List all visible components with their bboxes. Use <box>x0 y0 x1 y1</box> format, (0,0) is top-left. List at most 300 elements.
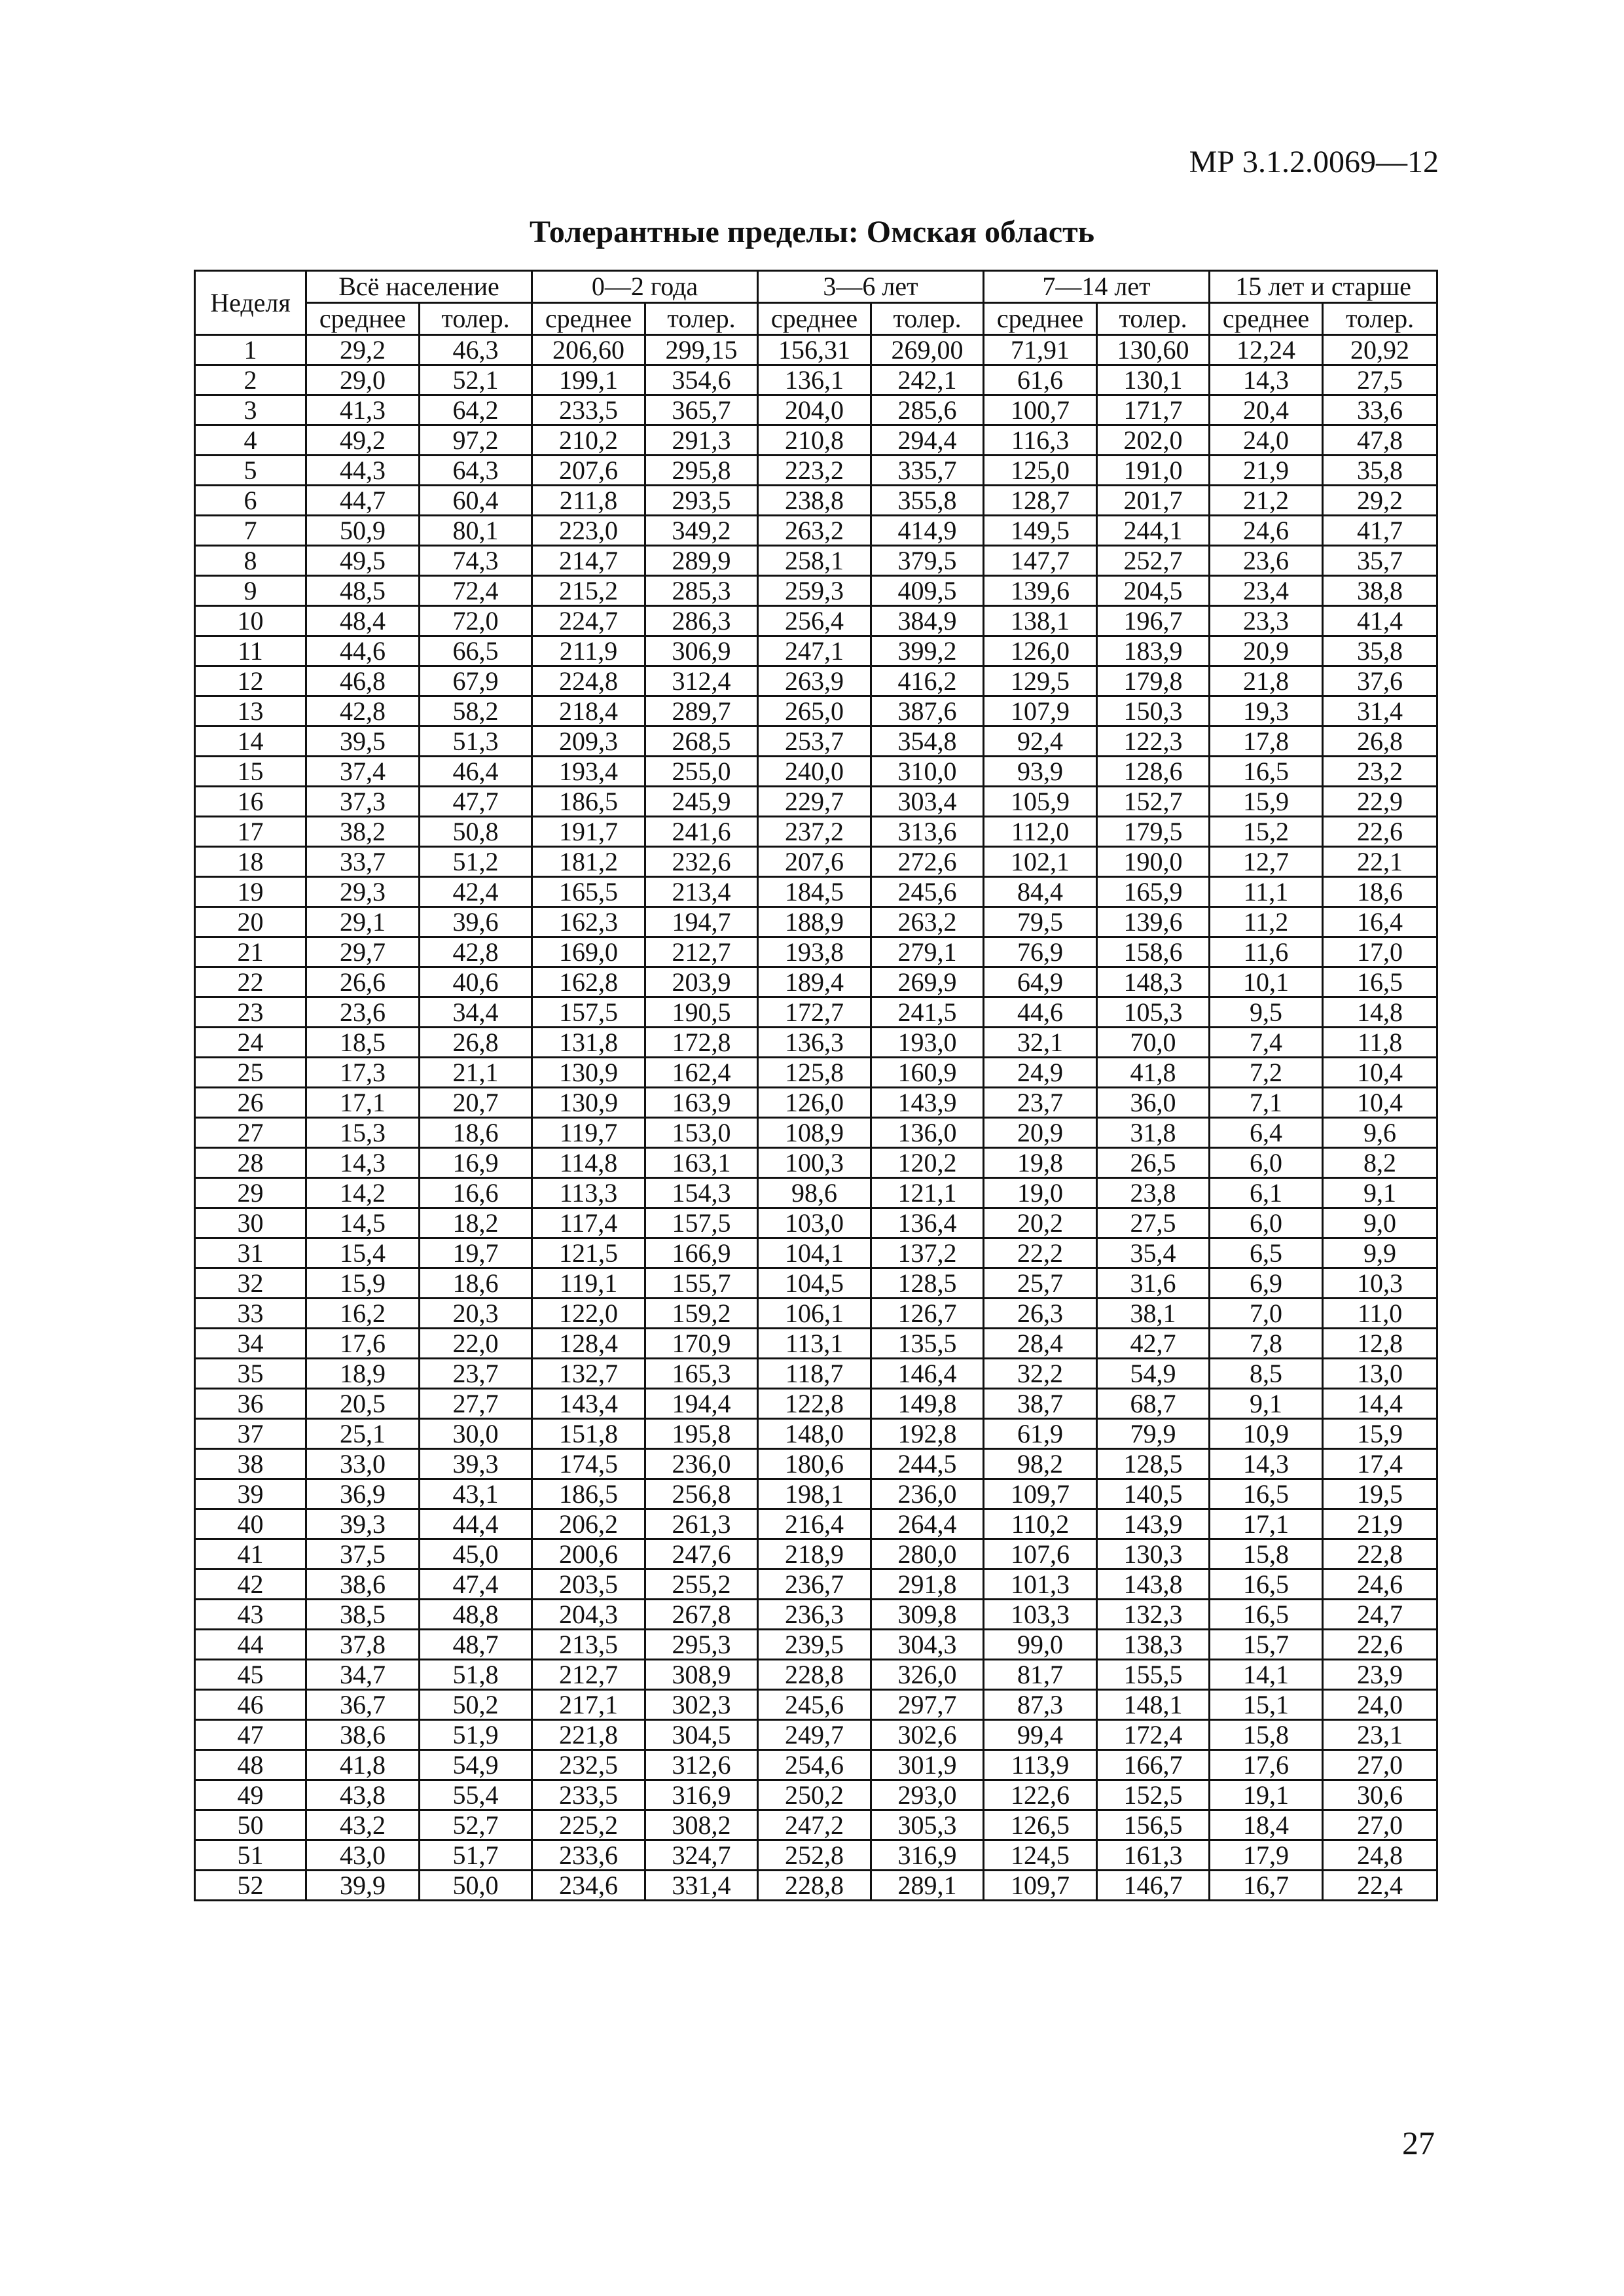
cell-week: 17 <box>195 817 306 847</box>
table-row <box>195 486 1437 516</box>
cell-week: 36 <box>195 1389 306 1419</box>
table-row <box>195 1840 1437 1871</box>
cell-age-3-6-tol: 354,8 <box>871 726 984 757</box>
cell-age-15-plus-tol: 12,8 <box>1323 1329 1437 1359</box>
cell-week: 30 <box>195 1208 306 1238</box>
cell-week: 28 <box>195 1148 306 1178</box>
cell-all-tol: 50,8 <box>420 817 532 847</box>
cell-age-7-14-mean: 93,9 <box>984 757 1097 787</box>
cell-all-mean: 26,6 <box>306 967 420 997</box>
cell-age-15-plus-mean: 20,9 <box>1210 636 1323 666</box>
cell-all-mean: 25,1 <box>306 1419 420 1449</box>
cell-age-7-14-mean: 22,2 <box>984 1238 1097 1268</box>
cell-age-0-2-tol: 212,7 <box>645 937 758 967</box>
cell-age-7-14-mean: 112,0 <box>984 817 1097 847</box>
cell-age-0-2-tol: 267,8 <box>645 1600 758 1630</box>
cell-age-0-2-mean: 212,7 <box>532 1660 645 1690</box>
table-row <box>195 1148 1437 1178</box>
cell-age-15-plus-tol: 27,0 <box>1323 1810 1437 1840</box>
cell-age-0-2-tol: 316,9 <box>645 1780 758 1810</box>
cell-all-tol: 52,7 <box>420 1810 532 1840</box>
cell-age-3-6-mean: 258,1 <box>758 546 871 576</box>
cell-age-3-6-mean: 106,1 <box>758 1299 871 1329</box>
cell-age-7-14-mean: 126,5 <box>984 1810 1097 1840</box>
cell-age-3-6-mean: 204,0 <box>758 395 871 425</box>
cell-all-mean: 36,9 <box>306 1479 420 1509</box>
table-row <box>195 666 1437 696</box>
cell-age-7-14-mean: 98,2 <box>984 1449 1097 1479</box>
cell-week: 20 <box>195 907 306 937</box>
cell-age-3-6-mean: 237,2 <box>758 817 871 847</box>
group-header-row <box>195 271 1437 303</box>
cell-age-0-2-mean: 114,8 <box>532 1148 645 1178</box>
cell-week: 39 <box>195 1479 306 1509</box>
cell-all-tol: 19,7 <box>420 1238 532 1268</box>
cell-age-0-2-mean: 207,6 <box>532 456 645 486</box>
cell-age-7-14-tol: 183,9 <box>1097 636 1210 666</box>
cell-age-0-2-tol: 247,6 <box>645 1539 758 1570</box>
cell-age-0-2-tol: 306,9 <box>645 636 758 666</box>
cell-age-15-plus-mean: 17,6 <box>1210 1750 1323 1780</box>
cell-week: 41 <box>195 1539 306 1570</box>
cell-all-mean: 50,9 <box>306 516 420 546</box>
cell-age-15-plus-mean: 17,1 <box>1210 1509 1323 1539</box>
cell-age-0-2-mean: 232,5 <box>532 1750 645 1780</box>
cell-age-7-14-tol: 139,6 <box>1097 907 1210 937</box>
cell-all-tol: 46,3 <box>420 335 532 365</box>
cell-age-0-2-mean: 121,5 <box>532 1238 645 1268</box>
cell-age-3-6-tol: 313,6 <box>871 817 984 847</box>
table-row <box>195 877 1437 907</box>
cell-age-15-plus-mean: 16,5 <box>1210 757 1323 787</box>
cell-all-mean: 39,9 <box>306 1871 420 1901</box>
cell-age-15-plus-tol: 24,8 <box>1323 1840 1437 1871</box>
cell-age-15-plus-mean: 15,1 <box>1210 1690 1323 1720</box>
cell-age-3-6-tol: 326,0 <box>871 1660 984 1690</box>
cell-age-7-14-mean: 149,5 <box>984 516 1097 546</box>
cell-age-7-14-tol: 35,4 <box>1097 1238 1210 1268</box>
cell-age-3-6-mean: 256,4 <box>758 606 871 636</box>
cell-age-3-6-tol: 269,9 <box>871 967 984 997</box>
cell-age-0-2-mean: 193,4 <box>532 757 645 787</box>
table-row <box>195 1871 1437 1901</box>
cell-age-7-14-tol: 150,3 <box>1097 696 1210 726</box>
cell-week: 25 <box>195 1058 306 1088</box>
cell-age-0-2-tol: 153,0 <box>645 1118 758 1148</box>
cell-age-3-6-mean: 136,3 <box>758 1028 871 1058</box>
cell-age-3-6-mean: 228,8 <box>758 1660 871 1690</box>
cell-age-0-2-mean: 186,5 <box>532 787 645 817</box>
cell-all-mean: 38,5 <box>306 1600 420 1630</box>
table-row <box>195 847 1437 877</box>
cell-age-15-plus-mean: 17,8 <box>1210 726 1323 757</box>
cell-age-3-6-mean: 253,7 <box>758 726 871 757</box>
table-row <box>195 1389 1437 1419</box>
cell-age-3-6-tol: 242,1 <box>871 365 984 395</box>
cell-age-15-plus-tol: 14,4 <box>1323 1389 1437 1419</box>
cell-age-0-2-tol: 295,8 <box>645 456 758 486</box>
cell-age-3-6-tol: 272,6 <box>871 847 984 877</box>
cell-week: 23 <box>195 997 306 1028</box>
table-row <box>195 817 1437 847</box>
cell-age-3-6-mean: 245,6 <box>758 1690 871 1720</box>
cell-age-0-2-tol: 245,9 <box>645 787 758 817</box>
cell-age-7-14-mean: 25,7 <box>984 1268 1097 1299</box>
cell-week: 43 <box>195 1600 306 1630</box>
cell-age-0-2-tol: 331,4 <box>645 1871 758 1901</box>
cell-age-15-plus-mean: 16,5 <box>1210 1479 1323 1509</box>
cell-age-3-6-mean: 239,5 <box>758 1630 871 1660</box>
table-row <box>195 787 1437 817</box>
cell-age-0-2-tol: 256,8 <box>645 1479 758 1509</box>
cell-age-3-6-mean: 98,6 <box>758 1178 871 1208</box>
cell-age-0-2-tol: 232,6 <box>645 847 758 877</box>
cell-age-15-plus-tol: 22,9 <box>1323 787 1437 817</box>
cell-age-7-14-tol: 244,1 <box>1097 516 1210 546</box>
subheader-mean: среднее <box>532 303 645 335</box>
cell-age-15-plus-tol: 20,92 <box>1323 335 1437 365</box>
cell-age-3-6-tol: 121,1 <box>871 1178 984 1208</box>
cell-age-0-2-mean: 162,3 <box>532 907 645 937</box>
cell-age-3-6-mean: 263,9 <box>758 666 871 696</box>
cell-age-7-14-tol: 161,3 <box>1097 1840 1210 1871</box>
cell-age-0-2-tol: 302,3 <box>645 1690 758 1720</box>
table-row <box>195 395 1437 425</box>
table-row <box>195 1750 1437 1780</box>
cell-age-0-2-mean: 234,6 <box>532 1871 645 1901</box>
cell-week: 26 <box>195 1088 306 1118</box>
cell-age-3-6-tol: 297,7 <box>871 1690 984 1720</box>
cell-age-3-6-mean: 156,31 <box>758 335 871 365</box>
cell-age-15-plus-mean: 8,5 <box>1210 1359 1323 1389</box>
cell-age-3-6-tol: 236,0 <box>871 1479 984 1509</box>
cell-age-15-plus-mean: 23,4 <box>1210 576 1323 606</box>
cell-age-7-14-mean: 99,0 <box>984 1630 1097 1660</box>
cell-age-0-2-tol: 172,8 <box>645 1028 758 1058</box>
cell-age-15-plus-tol: 22,8 <box>1323 1539 1437 1570</box>
cell-age-15-plus-mean: 11,1 <box>1210 877 1323 907</box>
cell-age-7-14-tol: 201,7 <box>1097 486 1210 516</box>
cell-age-3-6-mean: 122,8 <box>758 1389 871 1419</box>
cell-all-mean: 37,4 <box>306 757 420 787</box>
cell-age-0-2-mean: 233,5 <box>532 1780 645 1810</box>
group-header-age-3-6: 3—6 лет <box>758 271 984 303</box>
cell-all-mean: 36,7 <box>306 1690 420 1720</box>
cell-age-0-2-mean: 233,5 <box>532 395 645 425</box>
cell-all-tol: 51,8 <box>420 1660 532 1690</box>
cell-age-3-6-tol: 291,8 <box>871 1570 984 1600</box>
cell-age-0-2-mean: 206,2 <box>532 1509 645 1539</box>
cell-age-15-plus-mean: 6,5 <box>1210 1238 1323 1268</box>
cell-age-15-plus-mean: 21,8 <box>1210 666 1323 696</box>
cell-all-mean: 46,8 <box>306 666 420 696</box>
cell-all-tol: 64,2 <box>420 395 532 425</box>
page-number: 27 <box>1402 2125 1435 2161</box>
cell-age-7-14-mean: 28,4 <box>984 1329 1097 1359</box>
table-row <box>195 1329 1437 1359</box>
cell-age-15-plus-tol: 24,0 <box>1323 1690 1437 1720</box>
cell-age-15-plus-tol: 13,0 <box>1323 1359 1437 1389</box>
cell-age-15-plus-mean: 15,8 <box>1210 1539 1323 1570</box>
cell-all-mean: 49,5 <box>306 546 420 576</box>
cell-age-0-2-tol: 293,5 <box>645 486 758 516</box>
cell-age-3-6-mean: 126,0 <box>758 1088 871 1118</box>
table-row <box>195 335 1437 365</box>
cell-age-3-6-mean: 207,6 <box>758 847 871 877</box>
cell-age-7-14-tol: 38,1 <box>1097 1299 1210 1329</box>
cell-week: 45 <box>195 1660 306 1690</box>
cell-age-3-6-mean: 259,3 <box>758 576 871 606</box>
cell-all-mean: 37,5 <box>306 1539 420 1570</box>
cell-age-3-6-mean: 240,0 <box>758 757 871 787</box>
group-header-age-0-2: 0—2 года <box>532 271 758 303</box>
cell-age-15-plus-tol: 17,4 <box>1323 1449 1437 1479</box>
cell-age-0-2-tol: 324,7 <box>645 1840 758 1871</box>
cell-age-7-14-mean: 107,6 <box>984 1539 1097 1570</box>
cell-all-mean: 29,2 <box>306 335 420 365</box>
cell-age-0-2-tol: 166,9 <box>645 1238 758 1268</box>
cell-age-7-14-mean: 107,9 <box>984 696 1097 726</box>
table-row <box>195 1208 1437 1238</box>
table-row <box>195 1479 1437 1509</box>
cell-age-0-2-tol: 213,4 <box>645 877 758 907</box>
cell-age-0-2-mean: 117,4 <box>532 1208 645 1238</box>
cell-age-3-6-mean: 210,8 <box>758 425 871 456</box>
cell-age-0-2-tol: 349,2 <box>645 516 758 546</box>
cell-age-0-2-mean: 218,4 <box>532 696 645 726</box>
cell-age-3-6-mean: 125,8 <box>758 1058 871 1088</box>
cell-age-3-6-tol: 241,5 <box>871 997 984 1028</box>
cell-week: 50 <box>195 1810 306 1840</box>
cell-age-7-14-mean: 124,5 <box>984 1840 1097 1871</box>
cell-age-3-6-tol: 414,9 <box>871 516 984 546</box>
table-row <box>195 1238 1437 1268</box>
cell-age-0-2-tol: 312,4 <box>645 666 758 696</box>
cell-age-7-14-mean: 24,9 <box>984 1058 1097 1088</box>
cell-age-0-2-mean: 162,8 <box>532 967 645 997</box>
cell-age-0-2-mean: 174,5 <box>532 1449 645 1479</box>
cell-age-15-plus-tol: 41,7 <box>1323 516 1437 546</box>
cell-age-3-6-tol: 316,9 <box>871 1840 984 1871</box>
cell-all-mean: 17,3 <box>306 1058 420 1088</box>
cell-age-3-6-tol: 245,6 <box>871 877 984 907</box>
cell-age-0-2-tol: 195,8 <box>645 1419 758 1449</box>
cell-age-15-plus-mean: 12,7 <box>1210 847 1323 877</box>
cell-all-tol: 39,3 <box>420 1449 532 1479</box>
cell-age-3-6-mean: 218,9 <box>758 1539 871 1570</box>
cell-age-0-2-tol: 241,6 <box>645 817 758 847</box>
cell-age-3-6-tol: 384,9 <box>871 606 984 636</box>
cell-age-7-14-mean: 147,7 <box>984 546 1097 576</box>
cell-age-3-6-mean: 229,7 <box>758 787 871 817</box>
cell-age-3-6-tol: 293,0 <box>871 1780 984 1810</box>
cell-age-7-14-tol: 130,60 <box>1097 335 1210 365</box>
cell-all-tol: 30,0 <box>420 1419 532 1449</box>
cell-age-7-14-tol: 54,9 <box>1097 1359 1210 1389</box>
table-row <box>195 1028 1437 1058</box>
cell-age-3-6-tol: 305,3 <box>871 1810 984 1840</box>
cell-age-0-2-mean: 224,8 <box>532 666 645 696</box>
cell-age-15-plus-tol: 11,0 <box>1323 1299 1437 1329</box>
cell-all-tol: 46,4 <box>420 757 532 787</box>
cell-age-7-14-mean: 110,2 <box>984 1509 1097 1539</box>
cell-all-tol: 16,9 <box>420 1148 532 1178</box>
cell-all-mean: 49,2 <box>306 425 420 456</box>
cell-age-15-plus-mean: 10,9 <box>1210 1419 1323 1449</box>
cell-age-7-14-tol: 70,0 <box>1097 1028 1210 1058</box>
cell-age-3-6-tol: 409,5 <box>871 576 984 606</box>
cell-age-15-plus-mean: 12,24 <box>1210 335 1323 365</box>
cell-all-tol: 50,2 <box>420 1690 532 1720</box>
cell-age-7-14-mean: 125,0 <box>984 456 1097 486</box>
cell-age-3-6-mean: 113,1 <box>758 1329 871 1359</box>
cell-age-15-plus-mean: 23,6 <box>1210 546 1323 576</box>
cell-age-7-14-tol: 122,3 <box>1097 726 1210 757</box>
cell-age-15-plus-tol: 22,6 <box>1323 817 1437 847</box>
table-row <box>195 726 1437 757</box>
table-title: Толерантные пределы: Омская область <box>529 215 1095 249</box>
cell-week: 35 <box>195 1359 306 1389</box>
cell-age-0-2-mean: 165,5 <box>532 877 645 907</box>
cell-all-tol: 21,1 <box>420 1058 532 1088</box>
cell-age-0-2-tol: 255,2 <box>645 1570 758 1600</box>
cell-age-15-plus-tol: 9,0 <box>1323 1208 1437 1238</box>
cell-all-tol: 64,3 <box>420 456 532 486</box>
table-row <box>195 546 1437 576</box>
cell-age-15-plus-tol: 27,5 <box>1323 365 1437 395</box>
cell-age-15-plus-mean: 6,4 <box>1210 1118 1323 1148</box>
cell-all-tol: 39,6 <box>420 907 532 937</box>
cell-age-15-plus-tol: 18,6 <box>1323 877 1437 907</box>
subheader-mean: среднее <box>1210 303 1323 335</box>
cell-age-0-2-mean: 215,2 <box>532 576 645 606</box>
cell-age-0-2-tol: 354,6 <box>645 365 758 395</box>
cell-week: 52 <box>195 1871 306 1901</box>
cell-age-0-2-tol: 163,9 <box>645 1088 758 1118</box>
cell-age-15-plus-mean: 7,1 <box>1210 1088 1323 1118</box>
cell-age-0-2-mean: 199,1 <box>532 365 645 395</box>
cell-age-7-14-tol: 179,8 <box>1097 666 1210 696</box>
cell-age-3-6-tol: 379,5 <box>871 546 984 576</box>
cell-age-3-6-mean: 249,7 <box>758 1720 871 1750</box>
cell-age-0-2-mean: 151,8 <box>532 1419 645 1449</box>
cell-week: 49 <box>195 1780 306 1810</box>
cell-age-7-14-tol: 152,7 <box>1097 787 1210 817</box>
subheader-mean: среднее <box>306 303 420 335</box>
table-row <box>195 365 1437 395</box>
cell-age-7-14-tol: 36,0 <box>1097 1088 1210 1118</box>
cell-age-15-plus-tol: 33,6 <box>1323 395 1437 425</box>
cell-age-0-2-tol: 312,6 <box>645 1750 758 1780</box>
cell-age-0-2-mean: 221,8 <box>532 1720 645 1750</box>
cell-age-3-6-tol: 279,1 <box>871 937 984 967</box>
cell-age-15-plus-mean: 15,8 <box>1210 1720 1323 1750</box>
cell-age-0-2-tol: 159,2 <box>645 1299 758 1329</box>
cell-age-3-6-mean: 252,8 <box>758 1840 871 1871</box>
cell-age-0-2-mean: 209,3 <box>532 726 645 757</box>
cell-age-15-plus-mean: 19,3 <box>1210 696 1323 726</box>
cell-all-mean: 17,6 <box>306 1329 420 1359</box>
cell-week: 4 <box>195 425 306 456</box>
cell-age-7-14-mean: 126,0 <box>984 636 1097 666</box>
cell-age-0-2-mean: 203,5 <box>532 1570 645 1600</box>
cell-week: 3 <box>195 395 306 425</box>
cell-age-0-2-mean: 131,8 <box>532 1028 645 1058</box>
cell-age-7-14-tol: 31,6 <box>1097 1268 1210 1299</box>
cell-age-3-6-mean: 254,6 <box>758 1750 871 1780</box>
cell-age-7-14-mean: 105,9 <box>984 787 1097 817</box>
cell-week: 42 <box>195 1570 306 1600</box>
cell-age-15-plus-tol: 35,8 <box>1323 636 1437 666</box>
subheader-tolerance: толер. <box>871 303 984 335</box>
cell-all-mean: 38,2 <box>306 817 420 847</box>
cell-age-15-plus-mean: 11,2 <box>1210 907 1323 937</box>
cell-week: 21 <box>195 937 306 967</box>
cell-all-tol: 97,2 <box>420 425 532 456</box>
cell-age-15-plus-mean: 15,9 <box>1210 787 1323 817</box>
cell-age-3-6-mean: 265,0 <box>758 696 871 726</box>
cell-week: 14 <box>195 726 306 757</box>
cell-age-3-6-mean: 189,4 <box>758 967 871 997</box>
cell-week: 8 <box>195 546 306 576</box>
cell-age-15-plus-tol: 10,4 <box>1323 1088 1437 1118</box>
cell-age-7-14-tol: 143,9 <box>1097 1509 1210 1539</box>
cell-age-0-2-tol: 261,3 <box>645 1509 758 1539</box>
cell-all-mean: 43,8 <box>306 1780 420 1810</box>
cell-age-0-2-tol: 291,3 <box>645 425 758 456</box>
cell-age-0-2-mean: 119,7 <box>532 1118 645 1148</box>
cell-all-mean: 43,0 <box>306 1840 420 1871</box>
cell-age-7-14-tol: 26,5 <box>1097 1148 1210 1178</box>
cell-age-3-6-mean: 250,2 <box>758 1780 871 1810</box>
cell-age-7-14-mean: 99,4 <box>984 1720 1097 1750</box>
cell-all-mean: 37,3 <box>306 787 420 817</box>
cell-age-3-6-tol: 146,4 <box>871 1359 984 1389</box>
cell-all-tol: 55,4 <box>420 1780 532 1810</box>
cell-all-mean: 29,0 <box>306 365 420 395</box>
cell-age-7-14-mean: 122,6 <box>984 1780 1097 1810</box>
cell-all-tol: 54,9 <box>420 1750 532 1780</box>
cell-age-7-14-mean: 109,7 <box>984 1479 1097 1509</box>
cell-week: 22 <box>195 967 306 997</box>
cell-age-15-plus-tol: 10,4 <box>1323 1058 1437 1088</box>
cell-age-15-plus-mean: 19,1 <box>1210 1780 1323 1810</box>
subheader-mean: среднее <box>758 303 871 335</box>
cell-age-3-6-mean: 228,8 <box>758 1871 871 1901</box>
cell-age-7-14-tol: 172,4 <box>1097 1720 1210 1750</box>
table-row <box>195 1509 1437 1539</box>
cell-age-3-6-mean: 184,5 <box>758 877 871 907</box>
cell-all-tol: 47,7 <box>420 787 532 817</box>
cell-age-7-14-mean: 32,1 <box>984 1028 1097 1058</box>
cell-age-7-14-mean: 23,7 <box>984 1088 1097 1118</box>
cell-age-15-plus-tol: 22,1 <box>1323 847 1437 877</box>
cell-age-15-plus-mean: 21,2 <box>1210 486 1323 516</box>
cell-age-3-6-tol: 303,4 <box>871 787 984 817</box>
group-header-age-15-plus: 15 лет и старше <box>1210 271 1437 303</box>
cell-week: 46 <box>195 1690 306 1720</box>
cell-age-3-6-tol: 263,2 <box>871 907 984 937</box>
cell-age-15-plus-mean: 9,1 <box>1210 1389 1323 1419</box>
cell-week: 1 <box>195 335 306 365</box>
table-row <box>195 967 1437 997</box>
table-row <box>195 1268 1437 1299</box>
cell-week: 9 <box>195 576 306 606</box>
cell-age-15-plus-mean: 18,4 <box>1210 1810 1323 1840</box>
cell-all-mean: 29,3 <box>306 877 420 907</box>
cell-age-7-14-tol: 140,5 <box>1097 1479 1210 1509</box>
cell-age-7-14-mean: 19,8 <box>984 1148 1097 1178</box>
